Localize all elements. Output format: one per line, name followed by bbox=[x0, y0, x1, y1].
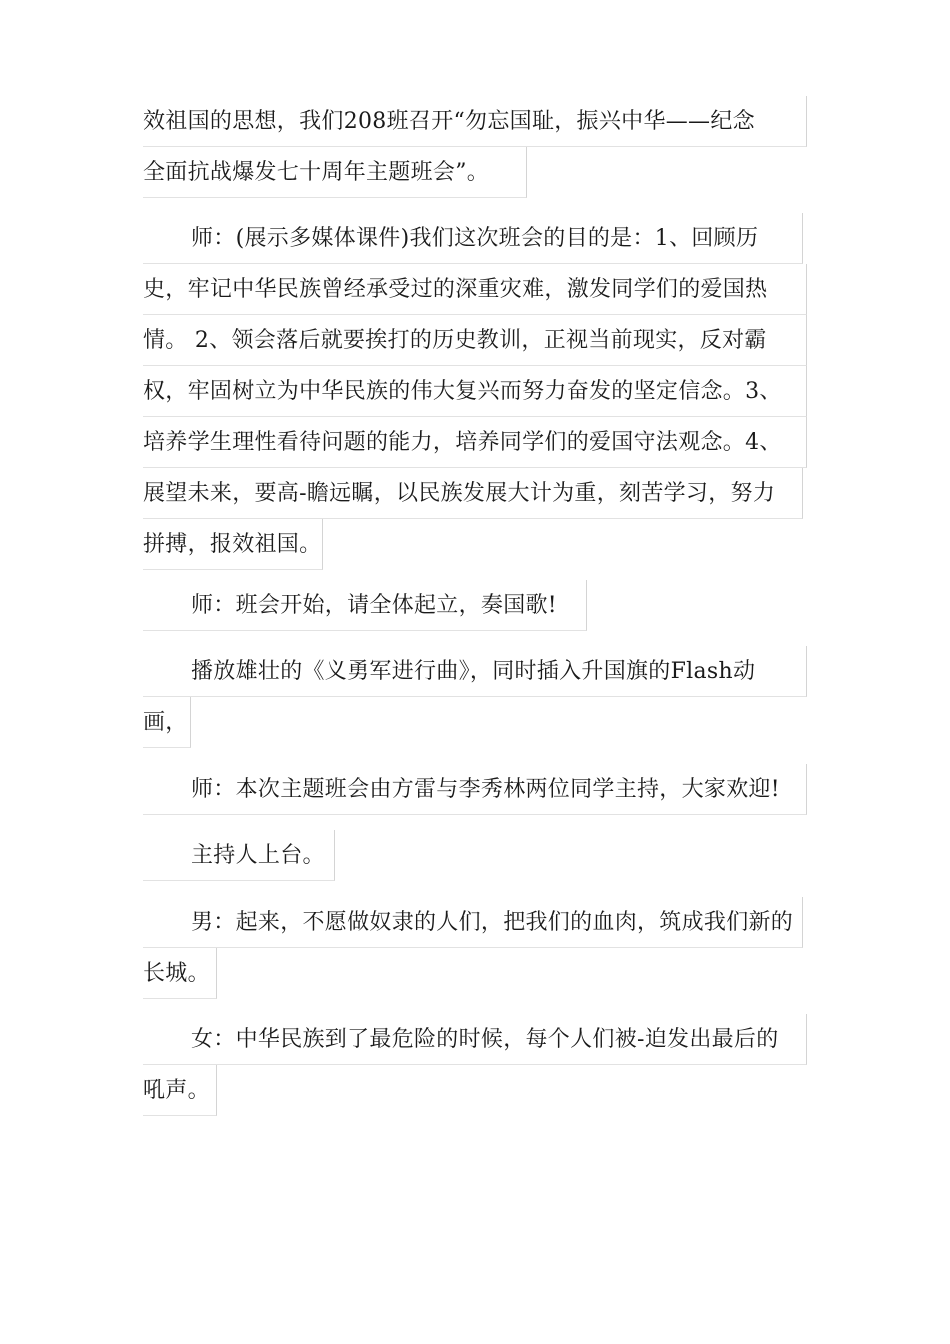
text-line: 长城。 bbox=[143, 948, 217, 999]
text-line: 吼声。 bbox=[143, 1065, 217, 1116]
paragraph-7 bbox=[143, 897, 803, 999]
paragraph-3 bbox=[143, 580, 587, 631]
paragraph-2 bbox=[143, 213, 807, 570]
text-line: 史，牢记中华民族曾经承受过的深重灾难，激发同学们的爱国热 bbox=[143, 264, 807, 315]
text-line: 权，牢固树立为中华民族的伟大复兴而努力奋发的坚定信念。3、 bbox=[143, 366, 807, 417]
text-line: 师：本次主题班会由方雷与李秀林两位同学主持，大家欢迎! bbox=[143, 764, 807, 815]
text-line: 培养学生理性看待问题的能力，培养同学们的爱国守法观念。4、 bbox=[143, 417, 807, 468]
text-line: 展望未来，要高-瞻远瞩，以民族发展大计为重，刻苦学习，努力 bbox=[143, 468, 803, 519]
paragraph-6 bbox=[143, 830, 335, 881]
text-line: 情。 2、领会落后就要挨打的历史教训，正视当前现实，反对霸 bbox=[143, 315, 807, 366]
text-line: 播放雄壮的《义勇军进行曲》，同时插入升国旗的Flash动 bbox=[143, 646, 807, 697]
paragraph-5 bbox=[143, 764, 807, 815]
text-line: 师：班会开始，请全体起立，奏国歌! bbox=[143, 580, 587, 631]
text-line: 师：(展示多媒体课件)我们这次班会的目的是：1、回顾历 bbox=[143, 213, 803, 264]
text-line: 男：起来，不愿做奴隶的人们，把我们的血肉，筑成我们新的 bbox=[143, 897, 803, 948]
paragraph-8 bbox=[143, 1014, 807, 1116]
text-line: 效祖国的思想，我们208班召开“勿忘国耻，振兴中华——纪念 bbox=[143, 96, 807, 147]
text-line: 全面抗战爆发七十周年主题班会”。 bbox=[143, 147, 527, 198]
paragraph-4 bbox=[143, 646, 807, 748]
text-line: 拼搏，报效祖国。 bbox=[143, 519, 323, 570]
text-line: 主持人上台。 bbox=[143, 830, 335, 881]
text-line: 女：中华民族到了最危险的时候，每个人们被-迫发出最后的 bbox=[143, 1014, 807, 1065]
text-line: 画， bbox=[143, 697, 191, 748]
paragraph-1 bbox=[143, 96, 807, 198]
